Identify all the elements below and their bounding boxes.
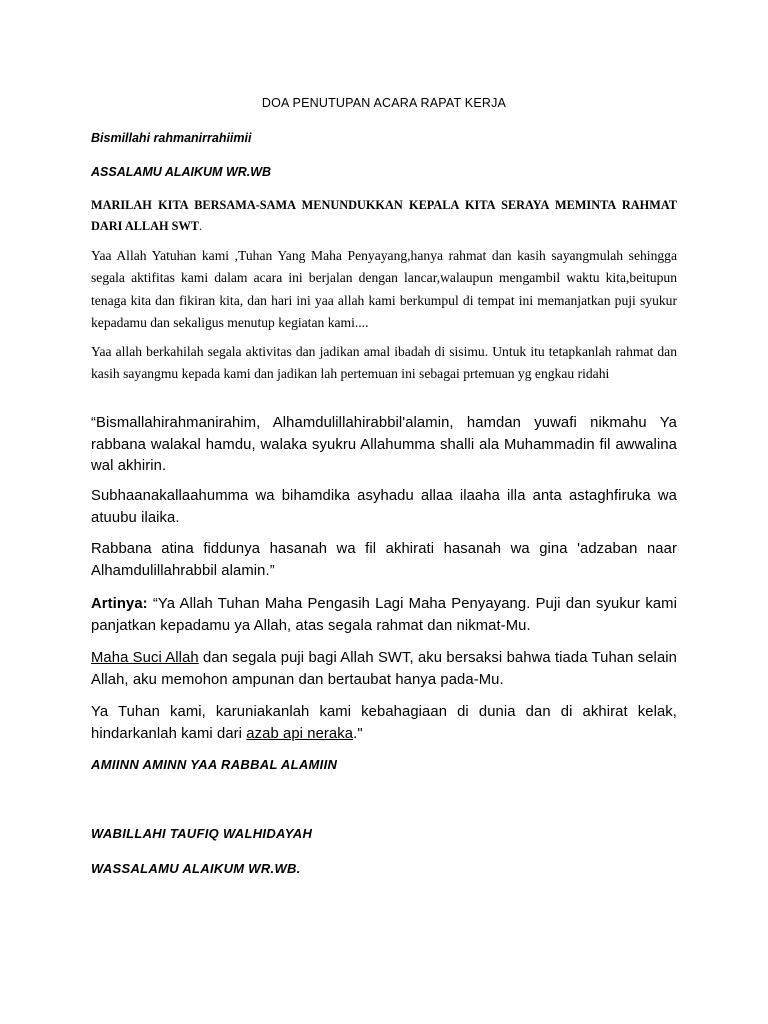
prayer-paragraph-1: Yaa Allah Yatuhan kami ,Tuhan Yang Maha Penyayang,hanya rahmat dan kasih sayangmulah sehingga segala aktifitas kami dalam acara ini berjalan dengan lancar,walaupun mengambil waktu kita,beitupun tenaga kita dan fikiran kita, dan hari ini yaa allah kami berkumpul di tempat ini memanjatkan puji syukur kepadamu dan sekaligus menutup kegiatan kami.... bbox=[91, 248, 677, 330]
amen-line: AMIINN AMINN YAA RABBAL ALAMIIN bbox=[91, 757, 338, 772]
meaning-paragraph-3 bbox=[91, 702, 677, 745]
meaning-paragraph-1 bbox=[91, 594, 677, 637]
invitation-paragraph bbox=[91, 195, 677, 237]
opening-basmalah: Bismillahi rahmanirrahiimii bbox=[91, 131, 252, 145]
maha-suci-allah-link[interactable]: Maha Suci Allah bbox=[91, 650, 199, 666]
arabic-paragraph-2: Subhaanakallaahumma wa bihamdika asyhadu allaa ilaaha illa anta astaghfiruka wa atuubu ilaika. bbox=[91, 488, 677, 526]
invitation-text: MARILAH KITA BERSAMA-SAMA MENUNDUKKAN KEPALA KITA SERAYA MEMINTA RAHMAT DARI ALLAH SWT bbox=[91, 198, 677, 233]
document-title: DOA PENUTUPAN ACARA RAPAT KERJA bbox=[261, 96, 507, 110]
arabic-paragraph-3: Rabbana atina fiddunya hasanah wa fil akhirati hasanah wa gina 'adzaban naar Alhamdulillahrabbil alamin.” bbox=[91, 541, 677, 579]
opening-greeting: ASSALAMU ALAIKUM WR.WB bbox=[91, 165, 272, 179]
meaning-text: “Ya Allah Tuhan Maha Pengasih Lagi Maha Penyayang. Puji dan syukur kami panjatkan kepadamu ya Allah, atas segala rahmat dan nikmat-Mu. bbox=[91, 596, 677, 634]
closing-line-2: WASSALAMU ALAIKUM WR.WB. bbox=[91, 861, 301, 876]
prayer-paragraph-2: Yaa allah berkahilah segala aktivitas dan jadikan amal ibadah di sisimu. Untuk itu tetapkanlah rahmat dan kasih sayangmu kepada kami dan jadikan lah pertemuan ini sebagai prtemuan yg engkau ridahi bbox=[91, 344, 677, 382]
closing-line-1: WABILLAHI TAUFIQ WALHIDAYAH bbox=[91, 826, 313, 841]
arabic-paragraph-1: “Bismallahirahmanirahim, Alhamdulillahirabbil'alamin, hamdan yuwafi nikmahu Ya rabbana walakal hamdu, walaka syukru Allahumma shalli ala Muhammadin fil awwalina wal akhirin. bbox=[91, 415, 677, 474]
azab-api-neraka-link[interactable]: azab api neraka bbox=[246, 725, 354, 742]
meaning-2-text: dan segala puji bagi Allah SWT, aku bersaksi bahwa tiada Tuhan selain Allah, aku memohon ampunan dan bertaubat hanya pada-Mu. bbox=[91, 650, 677, 688]
invitation-end: . bbox=[198, 219, 203, 233]
meaning-3-text-after: ." bbox=[353, 725, 363, 742]
meaning-paragraph-2 bbox=[91, 648, 677, 691]
meaning-3-text-before: Ya Tuhan kami, karuniakanlah kami kebahagiaan di dunia dan di akhirat kelak, hindarkanlah kami dari bbox=[91, 704, 677, 742]
meaning-label: Artinya: bbox=[91, 596, 148, 612]
